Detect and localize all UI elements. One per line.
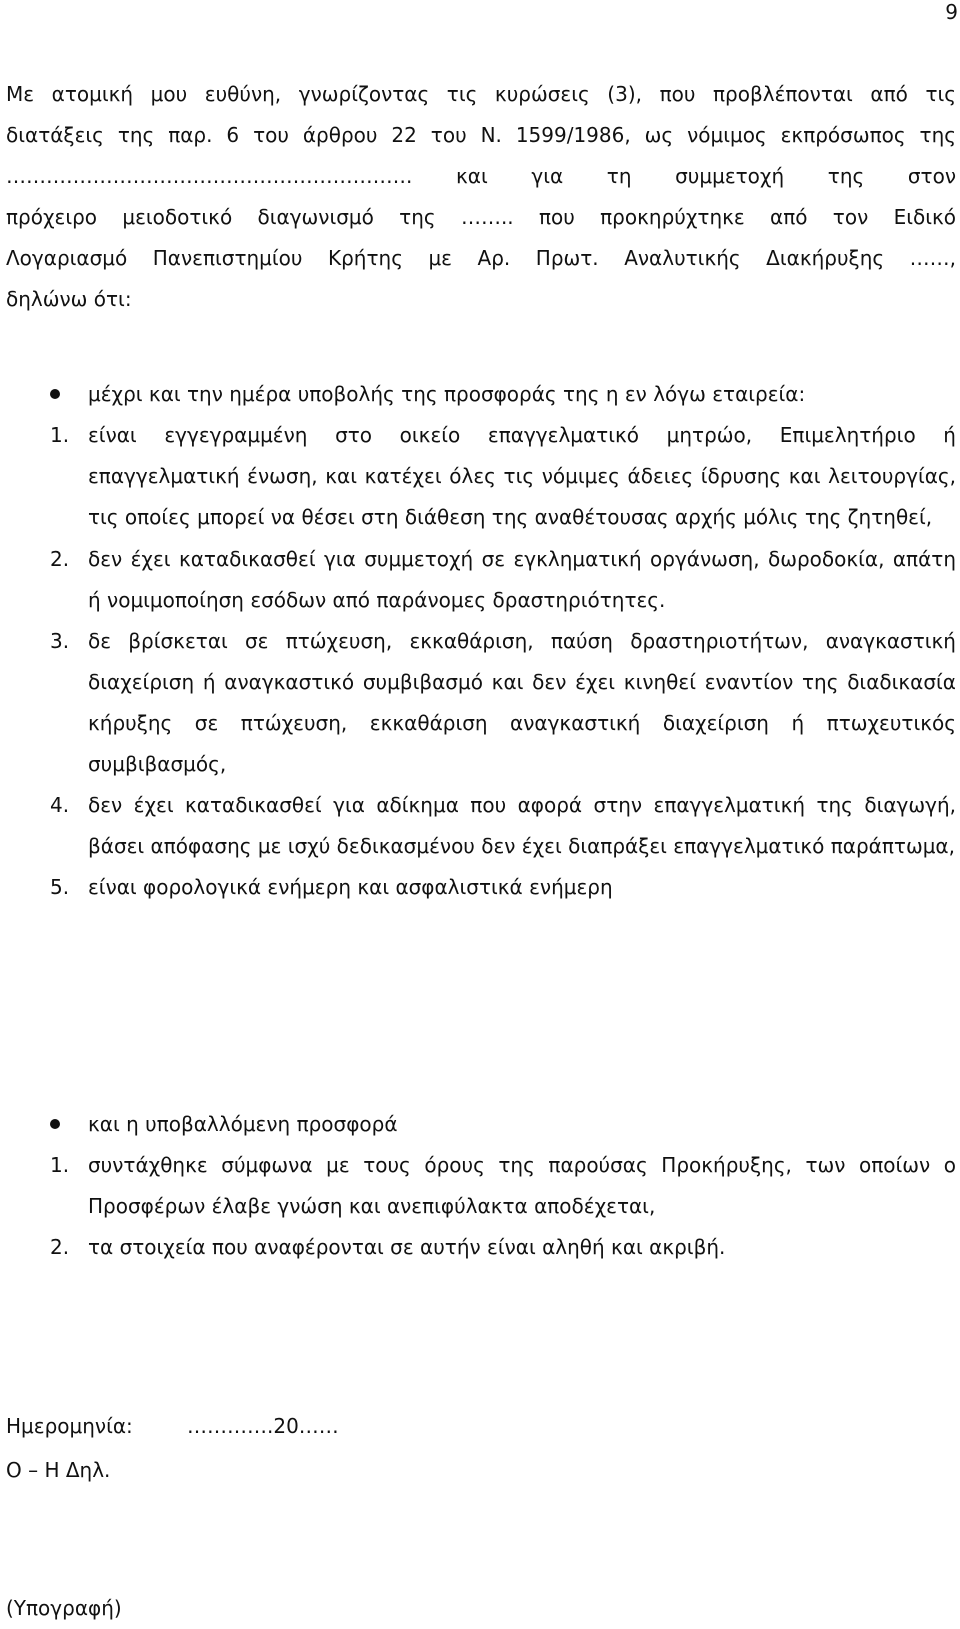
item-number: 4. xyxy=(50,793,70,817)
numbered-item xyxy=(6,415,956,538)
item-text: δε βρίσκεται σε πτώχευση, εκκαθάριση, παύση δραστηριοτήτων, αναγκαστική διαχείριση ή αναγκαστικό συμβιβασμό και δεν έχει κινηθεί εναντίον της διαδικασία κήρυξης σε πτώχευση, εκκαθάριση αναγκαστική διαχείριση ή πτωχευτικός συμβιβασμός, xyxy=(88,629,956,776)
item-number: 2. xyxy=(50,547,70,571)
item-text: είναι εγγεγραμμένη στο οικείο επαγγελματικό μητρώο, Επιμελητήριο ή επαγγελματική ένωση, και κατέχει όλες τις νόμιμες άδειες ίδρυσης και λειτουργίας, τις οποίες μπορεί να θέσει στη διάθεση της αναθέτουσας αρχής μόλις της ζητηθεί, xyxy=(88,423,956,529)
intro-line: δηλώνω ότι: xyxy=(6,287,132,311)
item-number: 2. xyxy=(50,1235,70,1259)
numbered-item xyxy=(6,621,956,785)
bullet-item xyxy=(6,1104,956,1144)
item-text: δεν έχει καταδικασθεί για συμμετοχή σε εγκληματική οργάνωση, δωροδοκία, απάτη ή νομιμοποίηση εσόδων από παράνομες δραστηριότητες. xyxy=(88,547,956,612)
bullet-icon xyxy=(50,1119,60,1129)
bullet-icon xyxy=(50,389,60,399)
numbered-item xyxy=(6,1145,956,1227)
item-text: συντάχθηκε σύμφωνα με τους όρους της παρούσας Προκήρυξης, των οποίων ο Προσφέρων έλαβε γνώση και ανεπιφύλακτα αποδέχεται, xyxy=(88,1153,956,1218)
numbered-item xyxy=(6,539,956,621)
numbered-item xyxy=(6,867,956,908)
section-heading: και η υποβαλλόμενη προσφορά xyxy=(88,1112,398,1136)
item-text: είναι φορολογικά ενήμερη και ασφαλιστικά ενήμερη xyxy=(88,875,613,899)
item-number: 5. xyxy=(50,875,70,899)
item-number: 3. xyxy=(50,629,70,653)
offer-declarations-section xyxy=(6,1104,956,1268)
numbered-item xyxy=(6,1227,956,1268)
page-number: 9 xyxy=(945,0,958,24)
date-value: ………….20…… xyxy=(187,1414,339,1438)
date-row xyxy=(6,1414,339,1438)
declarant-label: Ο – Η Δηλ. xyxy=(6,1458,111,1482)
item-number: 1. xyxy=(50,423,70,447)
section-heading: μέχρι και την ημέρα υποβολής της προσφοράς της η εν λόγω εταιρεία: xyxy=(88,382,806,406)
intro-line: ……………………………………………………. και για τη συμμετοχή της στον xyxy=(6,164,956,188)
item-text: δεν έχει καταδικασθεί για αδίκημα που αφορά στην επαγγελματική της διαγωγή, βάσει απόφασης με ισχύ δεδικασμένου δεν έχει διαπράξει επαγγελματικό παράπτωμα, xyxy=(88,793,956,858)
date-label: Ημερομηνία: xyxy=(6,1414,133,1438)
intro-paragraph xyxy=(6,74,956,320)
intro-line: Λογαριασμό Πανεπιστημίου Κρήτης με Αρ. Πρωτ. Αναλυτικής Διακήρυξης ……, xyxy=(6,246,956,270)
intro-line: διατάξεις της παρ. 6 του άρθρου 22 του Ν. 1599/1986, ως νόμιμος εκπρόσωπος της xyxy=(6,123,956,147)
signature-label: (Υπογραφή) xyxy=(6,1596,122,1620)
intro-line: Με ατομική μου ευθύνη, γνωρίζοντας τις κυρώσεις (3), που προβλέπονται από τις xyxy=(6,82,956,106)
item-text: τα στοιχεία που αναφέρονται σε αυτήν είναι αληθή και ακριβή. xyxy=(88,1235,726,1259)
item-number: 1. xyxy=(50,1153,70,1177)
bullet-item xyxy=(6,374,956,414)
intro-line: πρόχειρο μειοδοτικό διαγωνισμό της …….. που προκηρύχτηκε από τον Ειδικό xyxy=(6,205,956,229)
company-declarations-section xyxy=(6,374,956,908)
numbered-item xyxy=(6,785,956,867)
